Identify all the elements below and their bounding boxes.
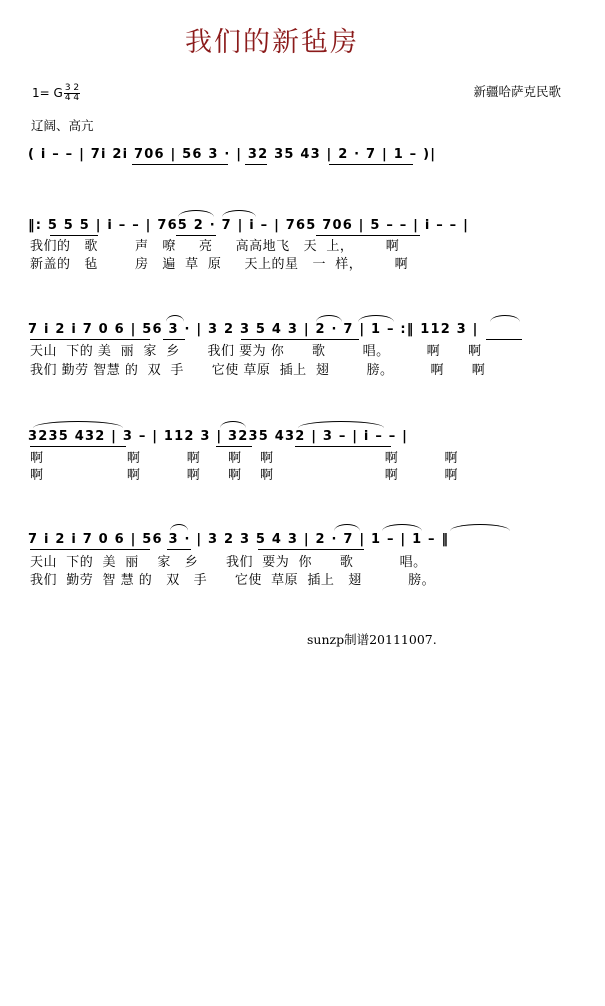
slur — [450, 524, 510, 531]
underline — [167, 549, 191, 550]
slur — [358, 315, 394, 322]
key-signature — [32, 84, 80, 103]
slur — [334, 524, 360, 531]
slur — [220, 421, 246, 428]
slur — [166, 315, 184, 322]
lyric-line-5-verse-2: 我们 勤劳 智 慧 的 双 手 它使 草原 插上 翅 膀。 — [30, 573, 436, 588]
lyric-line-2-verse-1: 我们的 歌 声 嘹 亮 高高地飞 天 上， 啊 — [30, 239, 400, 254]
underline — [486, 339, 522, 340]
lyric-line-5-verse-1: 天山 下的 美 丽 家 乡 我们 要为 你 歌 唱。 — [30, 555, 427, 570]
notation-line-5: 7 i 2 i 7 0 6 | 56 3 · | 3 2 3 5 4 3 | 2 · 7 | 1 – | 1 – ‖ — [28, 532, 450, 547]
transcriber-credit: sunzp制谱20111007. — [307, 632, 437, 647]
slur — [33, 421, 123, 428]
slur — [382, 524, 422, 531]
underline — [30, 339, 150, 340]
underline — [245, 164, 267, 165]
notation-line-3: 7 i 2 i 7 0 6 | 56 3 · | 3 2 3 5 4 3 | 2 · 7 | 1 – :‖ 112 3 | — [28, 322, 479, 337]
lyric-line-3-verse-1: 天山 下的 美 丽 家 乡 我们 要为 你 歌 唱。 啊 啊 — [30, 344, 482, 359]
underline — [216, 446, 252, 447]
underline — [50, 235, 98, 236]
notation-line-2: ‖: 5 5 5 | i – – | 765 2 · 7 | i – | 765 706 | 5 – – | i – – | — [28, 218, 470, 233]
underline — [295, 446, 391, 447]
underline — [329, 164, 413, 165]
underline — [316, 235, 420, 236]
slur — [490, 315, 520, 322]
lyric-line-2-verse-2: 新盖的 毡 房 遍 草 原 天上的星 一 样， 啊 — [30, 257, 409, 272]
time-signature-bottom: 4 4 — [64, 93, 80, 103]
song-source: 新疆哈萨克民歌 — [473, 84, 561, 99]
key-prefix: 1= G — [32, 86, 63, 100]
lyric-line-3-verse-2: 我们 勤劳 智慧 的 双 手 它使 草原 插上 翅 膀。 啊 啊 — [30, 363, 486, 378]
slur — [178, 210, 214, 217]
slur — [222, 210, 256, 217]
underline — [30, 549, 150, 550]
underline — [258, 549, 364, 550]
slur — [298, 421, 384, 428]
notation-line-1: ( i – – | 7i 2i 706 | 56 3 · | 32 35 43 | 2 · 7 | 1 – )| — [28, 147, 437, 162]
slur — [316, 315, 342, 322]
time-signature-top: 3 2 — [64, 83, 80, 93]
song-title: 我们的新毡房 — [185, 27, 359, 58]
tempo-mark: 辽阔、高亢 — [31, 118, 94, 133]
underline — [176, 235, 216, 236]
time-signature — [64, 84, 80, 103]
underline — [163, 339, 185, 340]
slur — [170, 524, 188, 531]
underline — [241, 339, 359, 340]
lyric-line-4-verse-1: 啊 啊 啊 啊 啊 啊 啊 — [30, 451, 459, 466]
notation-line-4: 3235 432 | 3 – | 112 3 | 3235 432 | 3 – | i – – | — [28, 429, 409, 444]
underline — [30, 446, 126, 447]
underline — [132, 164, 228, 165]
lyric-line-4-verse-2: 啊 啊 啊 啊 啊 啊 啊 — [30, 468, 459, 483]
